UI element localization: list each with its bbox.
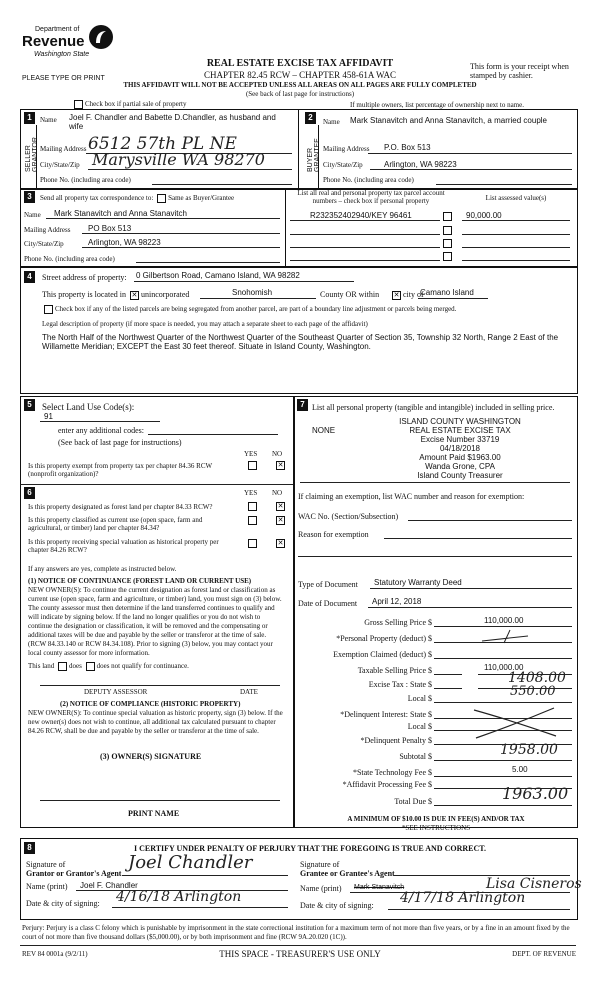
strike-personal-icon — [480, 628, 530, 646]
correspondence-mailing: PO Box 513 — [88, 224, 132, 233]
city-of-checkbox[interactable]: ✕ — [393, 290, 400, 299]
see-instructions: *SEE INSTRUCTIONS — [401, 824, 471, 832]
forest-no-checkbox[interactable]: ✕ — [277, 503, 284, 510]
exempt-no-checkbox[interactable]: ✕ — [277, 462, 284, 469]
treasurer-stamp: ISLAND COUNTY WASHINGTON REAL ESTATE EXCISE TAX Excise Number 33719 04/18/2018 Amount Paid $1963.00 Wanda Grone, CPA Island County Treasurer — [399, 417, 521, 480]
personal-property-checkbox-3[interactable] — [443, 239, 452, 248]
buyer-name: Mark Stanavitch and Anna Stanavitch, a married couple — [350, 116, 547, 125]
section-6-number: 6 — [24, 487, 35, 499]
personal-property-checkbox-2[interactable] — [443, 226, 452, 235]
seller-side-label: SELLER GRANTOR — [25, 137, 39, 172]
multiple-owners-note: If multiple owners, list percentage of ownership next to name. — [350, 101, 524, 109]
current-use-yes-checkbox[interactable] — [248, 516, 257, 525]
grantor-signature: Joel Chandler — [128, 852, 253, 873]
document-type: Statutory Warranty Deed — [374, 578, 462, 587]
legal-description: The North Half of the Northwest Quarter of the Northwest Quarter of the Southeast Quarter of Section 35, Township 32 North, Range 2 East of the Willamette Meridian; EXCEPT the East 30 feet thereof. Situate in Island County, Washington. — [42, 333, 559, 351]
section-1-number: 1 — [24, 112, 35, 124]
buyer-side-label: BUYER GRANTEE — [307, 138, 321, 172]
seller-city: Marysville WA 98270 — [92, 150, 265, 169]
total-due: 1963.00 — [502, 784, 569, 803]
buyer-mailing: P.O. Box 513 — [384, 143, 431, 152]
segregated-checkbox[interactable] — [44, 305, 53, 314]
does-checkbox[interactable] — [58, 662, 67, 671]
strike-delinquent-icon — [470, 704, 560, 746]
correspondence-name: Mark Stanavitch and Anna Stanavitch — [54, 209, 187, 218]
document-date: April 12, 2018 — [372, 597, 422, 606]
section-2-number: 2 — [305, 112, 316, 124]
located-row: This property is located in ✕ unincorporated — [42, 290, 190, 299]
please-type: PLEASE TYPE OR PRINT — [22, 75, 105, 82]
receipt-note: This form is your receipt when stamped by cashier. — [470, 62, 569, 80]
assessed-value: 90,000.00 — [466, 211, 502, 220]
notice-compliance: NEW OWNER(S): To continue special valuation as historic property, sign (3) below. If the new owner(s) does not wish to continue, all additional tax calculated pursuant to chapter 84.26 RCW, shall be due and payable by the seller or transferor at the time of sale. — [28, 709, 283, 735]
form-title: REAL ESTATE EXCISE TAX AFFIDAVIT — [206, 58, 394, 69]
excise-tax-local: 550.00 — [510, 684, 556, 699]
certify-statement: I CERTIFY UNDER PENALTY OF PERJURY THAT THE FOREGOING IS TRUE AND CORRECT. — [133, 844, 486, 853]
partial-sale-row: Check box if partial sale of property — [72, 100, 186, 109]
legal-label: Legal description of property (if more space is needed, you may attach a separate sheet to each page of the affidavit) — [42, 320, 368, 328]
property-box — [20, 266, 578, 394]
logo-line3: Washington State — [34, 51, 90, 58]
section-5-number: 5 — [24, 399, 35, 411]
excise-tax-state: 1408.00 — [508, 670, 566, 686]
historic-no-checkbox[interactable]: ✕ — [277, 540, 284, 547]
value-heading: List assessed value(s) — [485, 194, 547, 202]
grantor-date-city: 4/16/18 Arlington — [116, 889, 242, 905]
form-chapter: CHAPTER 82.45 RCW – CHAPTER 458-61A WAC — [204, 70, 396, 80]
property-street: 0 Gilbertson Road, Camano Island, WA 98282 — [136, 271, 300, 280]
see-back-note: (See back of last page for instructions) — [245, 90, 355, 98]
unincorporated-checkbox[interactable]: ✕ — [131, 290, 138, 299]
historic-yes-checkbox[interactable] — [248, 539, 257, 548]
correspondence-city: Arlington, WA 98223 — [88, 238, 161, 247]
correspondence-heading: Send all property tax correspondence to: Same as Buyer/Grantee — [40, 194, 235, 203]
buyer-city: Arlington, WA 98223 — [384, 160, 457, 169]
section-8-number: 8 — [24, 842, 35, 854]
property-county: Snohomish — [232, 288, 273, 297]
forest-yes-checkbox[interactable] — [248, 502, 257, 511]
personal-property-none: NONE — [312, 426, 336, 435]
parcel-number: R232352402940/KEY 96461 — [310, 211, 412, 220]
grantee-date-city: 4/17/18 Arlington — [400, 890, 526, 906]
treasurer-use: THIS SPACE - TREASURER'S USE ONLY — [219, 949, 381, 959]
technology-fee: 5.00 — [512, 765, 528, 774]
parcel-heading: List all real and personal property tax parcel account numbers – check box if personal property — [297, 189, 445, 205]
logo-line1: Department of — [35, 26, 80, 33]
section-4-number: 4 — [24, 271, 35, 283]
subtotal: 1958.00 — [500, 742, 558, 758]
section-7-number: 7 — [297, 399, 308, 411]
property-city: Camano Island — [420, 288, 474, 297]
seller-mailing: 6512 57th PL NE — [88, 134, 237, 154]
gross-selling-price: 110,000.00 — [484, 616, 524, 625]
dept-of-revenue: DEPT. OF REVENUE — [512, 950, 576, 958]
current-use-no-checkbox[interactable]: ✕ — [277, 517, 284, 524]
seller-name: Joel F. Chandler and Babette D.Chandler, as husband and wife — [69, 113, 276, 131]
personal-property-checkbox-4[interactable] — [443, 252, 452, 261]
minimum-note: A MINIMUM OF $10.00 IS DUE IN FEE(S) AND/OR TAX — [347, 815, 525, 823]
section-3-number: 3 — [24, 191, 35, 203]
land-use-code: 91 — [44, 412, 53, 421]
perjury-note: Perjury: Perjury is a class C felony which is punishable by imprisonment in the state correctional institution for a maximum term of not more than five years, or by a fine in an amount fixed by the court of not more than five thousand dollars ($5,000.00), or by both imprisonment and fine (RCW 9A.20.020 (1C)). — [22, 924, 570, 941]
taxable-selling-price: 110,000.00 — [484, 663, 524, 672]
logo-line2: Revenue — [22, 33, 85, 50]
grantor-print-name: Joel F. Chandler — [80, 881, 138, 890]
revenue-logo-icon — [88, 24, 114, 50]
same-as-buyer-checkbox[interactable] — [157, 194, 166, 203]
exempt-yes-checkbox[interactable] — [248, 461, 257, 470]
not-accepted-note: THIS AFFIDAVIT WILL NOT BE ACCEPTED UNLESS ALL AREAS ON ALL PAGES ARE FULLY COMPLETED — [123, 81, 477, 89]
does-not-checkbox[interactable] — [86, 662, 95, 671]
partial-sale-checkbox[interactable] — [74, 100, 83, 109]
form-number: REV 84 0001a (9/2/11) — [22, 950, 88, 958]
notice-continuance: NEW OWNER(S): To continue the current designation as forest land or classification as current use (open space, farm and agriculture, or timber) land, you must sign on (3) below. The county assessor must then determine if the land transferred continues to qualify and will indicate by signing below. If the land no longer qualifies or you do not wish to continue the designation or classification, it will be removed and the compensating or additional taxes will be due and payable by the seller or transferor at the time of sale. (RCW 84.33.140 or RCW 84.34.108). Prior to signing (3) below, you may contact your local county assessor for more information. — [28, 586, 282, 657]
personal-property-checkbox-1[interactable] — [443, 212, 452, 221]
grantee-signature: Lisa Cisneros — [486, 876, 582, 892]
grantee-print-name: Mark Stanavitch — [354, 884, 405, 891]
